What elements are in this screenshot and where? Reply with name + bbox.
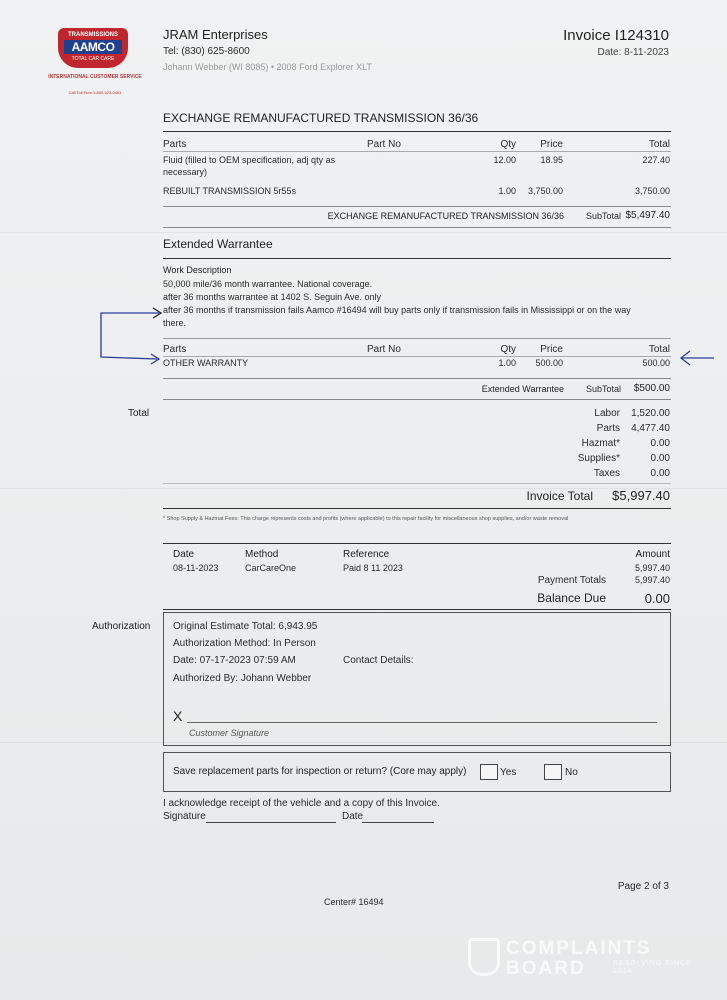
authorization-label: Authorization (92, 621, 151, 632)
totals-item-label: Hazmat* (581, 438, 620, 449)
payment-totals-label: Payment Totals (537, 575, 606, 586)
divider (163, 508, 671, 509)
divider (163, 378, 671, 379)
paper-fold (0, 232, 727, 233)
col-partno: Part No (367, 139, 401, 150)
totals-item-label: Taxes (593, 468, 620, 479)
invoice-date: Date: 8-11-2023 (597, 47, 669, 58)
col-qty: Qty (500, 139, 516, 150)
acknowledge-signature-label: Signature (163, 811, 206, 822)
watermark-line1: COMPLAINTS (506, 938, 652, 959)
handwritten-arrow-icon (676, 346, 716, 368)
totals-item-value: 4,477.40 (631, 423, 670, 434)
line-item-desc: Fluid (filled to OEM specification, adj qty as (163, 155, 336, 165)
divider (163, 338, 671, 339)
line-item-desc-cont: necessary) (163, 167, 208, 177)
watermark-line2: BOARD (506, 958, 586, 979)
divider (163, 609, 671, 610)
col-parts: Parts (163, 344, 187, 355)
signature-line[interactable] (187, 722, 657, 723)
logo-toll-text: Call Toll Free 1-800-523-0401 (68, 90, 122, 95)
logo-shield-icon (58, 28, 128, 68)
col-partno: Part No (367, 344, 401, 355)
col-total: Total (648, 139, 670, 150)
col-qty: Qty (500, 344, 516, 355)
acknowledge-text: I acknowledge receipt of the vehicle and a copy of this Invoice. (163, 798, 440, 809)
logo-main-text: AAMCO (64, 40, 122, 54)
no-label: No (565, 767, 578, 778)
auth-method: Authorization Method: In Person (173, 638, 316, 649)
payment-col-date: Date (173, 549, 195, 560)
invoice-title: Invoice I124310 (563, 27, 669, 44)
company-name: JRAM Enterprises (163, 27, 268, 42)
line-item-total: 500.00 (642, 358, 670, 368)
logo-top-text: TRANSMISSIONS (67, 32, 118, 38)
divider (163, 399, 671, 400)
auth-estimate: Original Estimate Total: 6,943.95 (173, 621, 318, 632)
balance-due-value: 0.00 (644, 591, 670, 606)
section-title-warrantee: Extended Warrantee (163, 237, 273, 251)
col-parts: Parts (163, 139, 187, 150)
totals-label: Total (128, 408, 150, 419)
payment-date: 08-11-2023 (173, 563, 219, 573)
line-item-qty: 12.00 (493, 155, 516, 165)
divider (163, 258, 671, 259)
auth-date: Date: 07-17-2023 07:59 AM (173, 655, 296, 666)
acknowledge-date-line[interactable] (362, 822, 434, 823)
col-price: Price (540, 344, 563, 355)
col-price: Price (540, 139, 563, 150)
work-description-label: Work Description (163, 265, 232, 275)
payment-totals-value: 5,997.40 (634, 575, 670, 585)
section-title-transmission: EXCHANGE REMANUFACTURED TRANSMISSION 36/36 (163, 111, 479, 125)
line-item-desc: OTHER WARRANTY (163, 358, 249, 368)
no-checkbox[interactable] (544, 764, 562, 780)
divider (163, 131, 671, 132)
divider (163, 356, 671, 357)
divider (163, 483, 671, 484)
payment-amount: 5,997.40 (634, 563, 670, 573)
line-item-qty: 1.00 (498, 358, 516, 368)
payment-col-reference: Reference (343, 549, 390, 560)
totals-item-value: 1,520.00 (631, 408, 670, 419)
complaints-board-watermark (468, 938, 692, 986)
subtotal-word: SubTotal (585, 211, 621, 221)
center-number: Center# 16494 (324, 897, 384, 907)
line-item-qty: 1.00 (498, 186, 516, 196)
auth-by: Authorized By: Johann Webber (173, 673, 312, 684)
aamco-logo (40, 28, 150, 106)
acknowledge-signature-line[interactable] (206, 822, 336, 823)
footnote: * Shop Supply & Hazmat Fees: This charge represents costs and profits (where applicable) to this repair facility for miscellaneous shop supplies, and/or waste removal (163, 516, 569, 522)
auth-contact: Contact Details: (343, 655, 414, 666)
payment-col-method: Method (245, 549, 279, 560)
subtotal-value: $500.00 (633, 383, 670, 394)
signature-x: X (173, 708, 183, 724)
work-line: after 36 months if transmission fails Aamco #16494 will buy parts only if transmission fails in Mississippi or on the way (163, 305, 631, 315)
handwritten-arrow-icon (95, 305, 175, 375)
subtotal-value: $5,497.40 (625, 210, 670, 221)
payment-method: CarCareOne (245, 563, 297, 573)
totals-item-value: 0.00 (650, 468, 670, 479)
page-number: Page 2 of 3 (617, 881, 669, 892)
yes-checkbox[interactable] (480, 764, 498, 780)
yes-label: Yes (500, 767, 517, 778)
invoice-total-label: Invoice Total (526, 489, 593, 503)
col-total: Total (648, 344, 670, 355)
company-phone: Tel: (830) 625-8600 (163, 46, 250, 57)
watermark-shield-icon (468, 938, 500, 976)
totals-item-label: Labor (594, 408, 620, 419)
divider (163, 151, 671, 152)
line-item-price: 3,750.00 (527, 186, 563, 196)
line-item-desc: REBUILT TRANSMISSION 5r55s (163, 186, 297, 196)
totals-item-label: Supplies* (577, 453, 620, 464)
payment-col-amount: Amount (635, 549, 670, 560)
logo-sub-text: INTERNATIONAL CUSTOMER SERVICE (48, 74, 142, 80)
acknowledge-date-label: Date (342, 811, 364, 822)
divider (163, 227, 671, 228)
totals-item-value: 0.00 (650, 453, 670, 464)
subtotal-label: EXCHANGE REMANUFACTURED TRANSMISSION 36/36 (327, 211, 564, 221)
work-line: there. (163, 318, 187, 328)
payment-reference: Paid 8 11 2023 (343, 563, 403, 573)
line-item-total: 227.40 (642, 155, 670, 165)
logo-bottom-text: TOTAL CAR CARE (71, 56, 115, 62)
line-item-price: 500.00 (535, 358, 563, 368)
divider (163, 206, 671, 207)
watermark-tagline: RESOLVING SINCE 2014 (613, 960, 692, 975)
subtotal-label: Extended Warrantee (481, 384, 564, 394)
signature-caption: Customer Signature (189, 728, 270, 738)
work-line: after 36 months warrantee at 1402 S. Seguin Ave. only (163, 292, 381, 302)
parts-question-text: Save replacement parts for inspection or return? (Core may apply) (173, 766, 467, 777)
line-item-price: 18.95 (540, 155, 563, 165)
invoice-total-value: $5,997.40 (612, 488, 670, 503)
subtotal-word: SubTotal (585, 384, 621, 394)
divider (163, 543, 671, 544)
balance-due-label: Balance Due (537, 591, 606, 605)
work-line: 50,000 mile/36 month warrantee. National coverage. (163, 279, 373, 289)
customer-vehicle: Johann Webber (WI 8085) • 2008 Ford Explorer XLT (163, 62, 372, 72)
line-item-total: 3,750.00 (634, 186, 670, 196)
totals-item-label: Parts (596, 423, 620, 434)
totals-item-value: 0.00 (650, 438, 670, 449)
